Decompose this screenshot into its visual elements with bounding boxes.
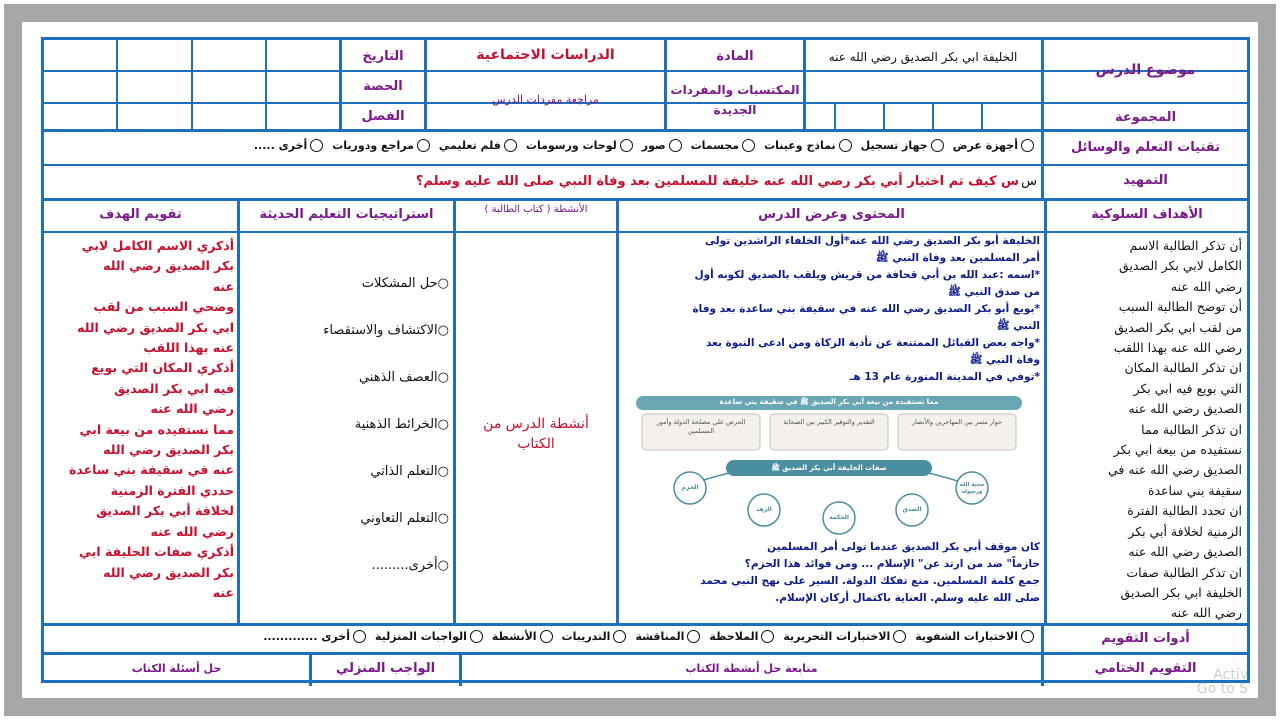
- tools-option-label: جهاز تسجيل: [860, 139, 928, 152]
- tools-option-4[interactable]: [691, 139, 759, 152]
- radio-circle-icon[interactable]: [504, 139, 517, 152]
- trait-5: الحزم: [681, 484, 699, 491]
- assessment-line: عنه بهذا اللقب: [143, 340, 234, 356]
- tools-option-3[interactable]: [764, 139, 855, 152]
- assessment-line: لخلافة أبي بكر الصديق: [96, 503, 234, 519]
- content-top-line: *توفي في المدينة المنورة عام 13 هـ: [849, 371, 1040, 383]
- tools-option-6[interactable]: [526, 139, 636, 152]
- content-top-line: *بويع أبو بكر الصديق رضي الله عنه في سقيفة بني ساعدة بعد وفاة: [692, 303, 1040, 315]
- tools-option-9[interactable]: [254, 139, 326, 152]
- eval-option-label: الأنشطة: [491, 630, 537, 643]
- strategy-circle-icon[interactable]: ○: [437, 370, 449, 385]
- assessment-line: أذكري المكان التي بويع: [91, 360, 234, 376]
- objectives-line: رضي الله عنه بهذا اللقب: [1113, 340, 1242, 356]
- objectives-line: الزمنية لخلافة أبي بكر: [1128, 523, 1242, 539]
- assessment-line: أذكري الاسم الكامل لابي: [81, 238, 234, 253]
- watermark-line-1: Activ: [1213, 667, 1248, 683]
- tools-option-label: لوحات ورسومات: [525, 139, 617, 152]
- activities-text: أنشطة الدرس من الكتاب: [483, 416, 589, 452]
- eval-option-4[interactable]: [635, 630, 703, 643]
- tools-option-label: مجسمات: [690, 139, 740, 152]
- strategy-label: الاكتشاف والاستقصاء: [323, 323, 438, 338]
- eval-option-7[interactable]: [375, 630, 486, 643]
- radio-circle-icon[interactable]: [353, 630, 366, 643]
- content-bottom-line: جمع كلمة المسلمين. منع تفكك الدولة. السير على نهج النبي محمد: [700, 575, 1040, 587]
- activation-watermark: [1197, 668, 1248, 696]
- tools-option-label: مراجع ودوريات: [332, 139, 414, 152]
- content-top-line: من صدق النبي ﷺ: [948, 286, 1040, 298]
- content-top-line: *اسمه :عبد الله بن أبي قحافة من قريش ويلقب بالصديق لكونه أول: [694, 269, 1040, 281]
- radio-circle-icon[interactable]: [1021, 139, 1034, 152]
- tools-option-label: فلم تعليمي: [438, 139, 501, 152]
- activities-header: الأنشطة ( كتاب الطالبة ): [484, 204, 588, 215]
- objectives-line: ان تذكر الطالبة مما: [1141, 421, 1242, 437]
- subject-value: الدراسات الاجتماعية: [476, 47, 615, 63]
- assessment-line: فيه ابي بكر الصديق: [114, 380, 234, 396]
- content-bottom-line: كان موقف أبي بكر الصديق عندما تولى أمر المسلمين: [767, 541, 1040, 553]
- eval-option-label: الواجبات المنزلية: [374, 630, 467, 643]
- trait-2: الصدق: [902, 506, 922, 513]
- strategy-item[interactable]: [323, 323, 449, 338]
- strategy-label: التعلم التعاوني: [360, 511, 438, 526]
- content-text-bottom: [624, 539, 1040, 607]
- objectives-line: أن توضح الطالبة السبب: [1118, 299, 1242, 315]
- strategy-circle-icon[interactable]: ○: [437, 511, 449, 526]
- strategy-item[interactable]: [355, 417, 449, 432]
- eval-option-5[interactable]: [562, 630, 630, 643]
- strategy-label: الخرائط الذهنية: [354, 417, 438, 432]
- trait-3: الحكمة: [829, 514, 849, 521]
- objectives-line: نستفيده من بيعة ابي بكر: [1113, 442, 1242, 458]
- radio-circle-icon[interactable]: [893, 630, 906, 643]
- assessment-line: ابي بكر الصديق رضي الله: [77, 319, 234, 335]
- objectives-line: رضي الله عنه: [1170, 605, 1242, 621]
- objectives-line: رضي الله عنه: [1170, 278, 1242, 294]
- assessment-line: أذكري صفات الخليفة ابي: [79, 544, 234, 560]
- assessment-text: [52, 236, 234, 603]
- trait-4: الزهد: [756, 506, 772, 513]
- assessment-header: تقويم الهدف: [99, 207, 182, 222]
- strategy-item[interactable]: [362, 276, 449, 291]
- infographic-traits-title: صفات الخليفة أبي بكر الصديق ﷺ: [771, 464, 887, 472]
- period-label: الحصة: [363, 79, 403, 94]
- trait-1: محبة الله ورسوله: [959, 482, 985, 495]
- radio-circle-icon[interactable]: [417, 139, 430, 152]
- strategy-item[interactable]: [371, 558, 449, 573]
- infographic: [634, 392, 1024, 540]
- content-text-top: [624, 233, 1040, 386]
- content-header: المحتوى وعرض الدرس: [758, 207, 905, 222]
- intro-label: التمهيد: [1123, 173, 1168, 188]
- tools-option-5[interactable]: [642, 139, 685, 152]
- lesson-topic-value: الخليفة ابي بكر الصديق رضي الله عنه: [828, 50, 1018, 64]
- objectives-line: أن تذكر الطالبة الاسم: [1129, 238, 1242, 253]
- tools-options: [254, 139, 1037, 152]
- assessment-line: عنه: [212, 278, 234, 294]
- strategy-circle-icon[interactable]: ○: [437, 323, 449, 338]
- objectives-line: التي بويع فيه ابي بكر: [1133, 380, 1242, 396]
- objectives-line: ان تحدد الطالبة الفترة: [1127, 503, 1242, 519]
- radio-circle-icon[interactable]: [931, 139, 944, 152]
- homework-value: حل أسئلة الكتاب: [131, 662, 222, 675]
- eval-option-label: الاختبارات التحريرية: [783, 630, 891, 643]
- tools-option-1[interactable]: [953, 139, 1037, 152]
- assessment-line: رضي الله عنه: [150, 401, 234, 417]
- content-top-line: *واجه بعض القبائل الممتنعة عن تأدية الزكاة ومن ادعى النبوة بعد: [705, 337, 1040, 349]
- radio-circle-icon[interactable]: [839, 139, 852, 152]
- subject-label: المادة: [716, 49, 754, 64]
- eval-option-label: التدريبات: [561, 630, 611, 643]
- strategy-item[interactable]: [360, 511, 449, 526]
- assessment-line: عنه: [212, 584, 234, 600]
- strategies-header: استراتيجيات التعليم الحديثة: [259, 207, 434, 222]
- tools-option-7[interactable]: [439, 139, 520, 152]
- objectives-line: الصديق رضي الله عنه في: [1108, 462, 1242, 478]
- eval-tools-options: [263, 630, 1037, 643]
- final-eval-label: التقويم الختامي: [1094, 661, 1197, 676]
- radio-circle-icon[interactable]: [761, 630, 774, 643]
- radio-circle-icon[interactable]: [540, 630, 553, 643]
- group-label: المجموعة: [1114, 110, 1177, 125]
- objectives-text: [1052, 236, 1242, 624]
- strategy-label: أخرى.........: [371, 558, 438, 573]
- radio-circle-icon[interactable]: [742, 139, 755, 152]
- vocab-label: المكتسبات والمفردات الجديدة: [670, 83, 800, 117]
- content-top-line: وفاة النبي ﷺ: [969, 354, 1040, 366]
- eval-option-2[interactable]: [783, 630, 909, 643]
- strategy-label: العصف الذهني: [358, 370, 438, 385]
- objectives-line: ان تذكر الطالبة المكان: [1124, 360, 1242, 376]
- objectives-line: الكامل لابي بكر الصديق: [1119, 258, 1242, 274]
- assessment-line: عنه في سقيفة بني ساعدة: [69, 462, 234, 478]
- strategy-item[interactable]: [359, 370, 449, 385]
- lesson-topic-label: موضوع الدرس: [1095, 62, 1196, 78]
- watermark-line-2: Go to S: [1196, 681, 1248, 697]
- strategy-circle-icon[interactable]: ○: [437, 464, 449, 479]
- intro-prefix: س: [1021, 174, 1037, 189]
- objectives-header: الأهداف السلوكية: [1091, 207, 1203, 222]
- assessment-line: بكر الصديق رضي الله: [103, 258, 234, 274]
- content-bottom-line: حازماً" ضد من ارتد عن" الإسلام ... ومن فوائد هذا الحزم؟: [744, 558, 1040, 570]
- class-label: الفصل: [361, 109, 405, 124]
- eval-option-3[interactable]: [709, 630, 777, 643]
- infographic-box-1: حوار مثمر بين المهاجرين والأنصار: [911, 418, 1003, 426]
- objectives-line: من لقب ابي بكر الصديق: [1114, 319, 1242, 335]
- objectives-line: ان تذكر الطالبة صفات: [1126, 564, 1242, 580]
- eval-option-label: الاختبارات الشفوية: [915, 630, 1018, 643]
- infographic-banner: مما نستفيده من بيعة أبي بكر الصديق ﷺ في سقيفة بني ساعدة: [719, 398, 939, 406]
- radio-circle-icon[interactable]: [669, 139, 682, 152]
- strategy-item[interactable]: [370, 464, 449, 479]
- eval-tools-label: أدوات التقويم: [1101, 631, 1190, 646]
- vocab-value: مراجعة مفردات الدرس: [492, 93, 599, 106]
- radio-circle-icon[interactable]: [310, 139, 323, 152]
- strategy-circle-icon[interactable]: ○: [437, 417, 449, 432]
- assessment-line: مما نستفيده من بيعة ابي: [79, 421, 234, 437]
- objectives-line: سقيفة بني ساعدة: [1147, 482, 1242, 498]
- tools-option-2[interactable]: [861, 139, 947, 152]
- radio-circle-icon[interactable]: [1021, 630, 1034, 643]
- content-bottom-line: صلى الله عليه وسلم. العناية باكتمال أركان الإسلام.: [775, 592, 1040, 604]
- tools-label: تقنيات التعلم والوسائل: [1070, 140, 1221, 155]
- radio-circle-icon[interactable]: [613, 630, 626, 643]
- date-label: التاريخ: [362, 49, 404, 64]
- assessment-line: حددي الفترة الزمنية: [110, 482, 234, 498]
- strategy-label: التعلم الذاتي: [370, 464, 438, 479]
- infographic-box-2: التقدير والتوقير الكبير بين الصحابة: [783, 418, 875, 426]
- radio-circle-icon[interactable]: [687, 630, 700, 643]
- infographic-box-3: الحرص على مصلحة الدولة وأمور المسلمين: [656, 418, 746, 435]
- objectives-line: الصديق رضي الله عنه: [1128, 401, 1242, 417]
- eval-option-8[interactable]: [263, 630, 369, 643]
- eval-option-label: المناقشة: [635, 630, 685, 643]
- lesson-plan-sheet: [41, 37, 1250, 683]
- tools-option-label: صور: [641, 139, 666, 152]
- radio-circle-icon[interactable]: [470, 630, 483, 643]
- strategy-label: حل المشكلات: [361, 276, 438, 291]
- tools-option-8[interactable]: [332, 139, 433, 152]
- content-top-line: أمر المسلمين بعد وفاة النبي ﷺ: [875, 252, 1040, 264]
- objectives-line: الخليفة ابي بكر الصديق: [1120, 584, 1242, 600]
- strategy-circle-icon[interactable]: ○: [437, 558, 449, 573]
- strategy-circle-icon[interactable]: ○: [437, 276, 449, 291]
- homework-label: الواجب المنزلي: [335, 661, 436, 676]
- content-top-line: النبي ﷺ: [996, 320, 1040, 332]
- assessment-line: رضي الله عنه: [150, 523, 234, 539]
- objectives-line: الصديق رضي الله عنه: [1128, 544, 1242, 560]
- tools-option-label: أجهزة عرض: [952, 139, 1018, 152]
- intro-question: س كيف تم اختيار أبي بكر رضي الله عنه خليفة للمسلمين بعد وفاة النبي صلى الله عليه وسلم؟: [415, 174, 1019, 189]
- eval-option-6[interactable]: [492, 630, 556, 643]
- assessment-line: وضحي السبب من لقب: [93, 299, 234, 315]
- radio-circle-icon[interactable]: [620, 139, 633, 152]
- final-followup: متابعة حل أنشطة الكتاب: [685, 662, 818, 675]
- tools-option-label: نماذج وعينات: [764, 139, 836, 152]
- eval-option-label: أخرى .............: [263, 630, 350, 643]
- assessment-line: بكر الصديق رضي الله: [103, 564, 234, 580]
- tools-option-label: أخرى .....: [253, 139, 308, 152]
- eval-option-label: الملاحظة: [709, 630, 759, 643]
- content-top-line: الخليفة أبو بكر الصديق رضي الله عنه*أول الخلفاء الراشدين تولى: [705, 235, 1040, 247]
- eval-option-1[interactable]: [915, 630, 1037, 643]
- assessment-line: بكر الصديق رضي الله: [103, 442, 234, 458]
